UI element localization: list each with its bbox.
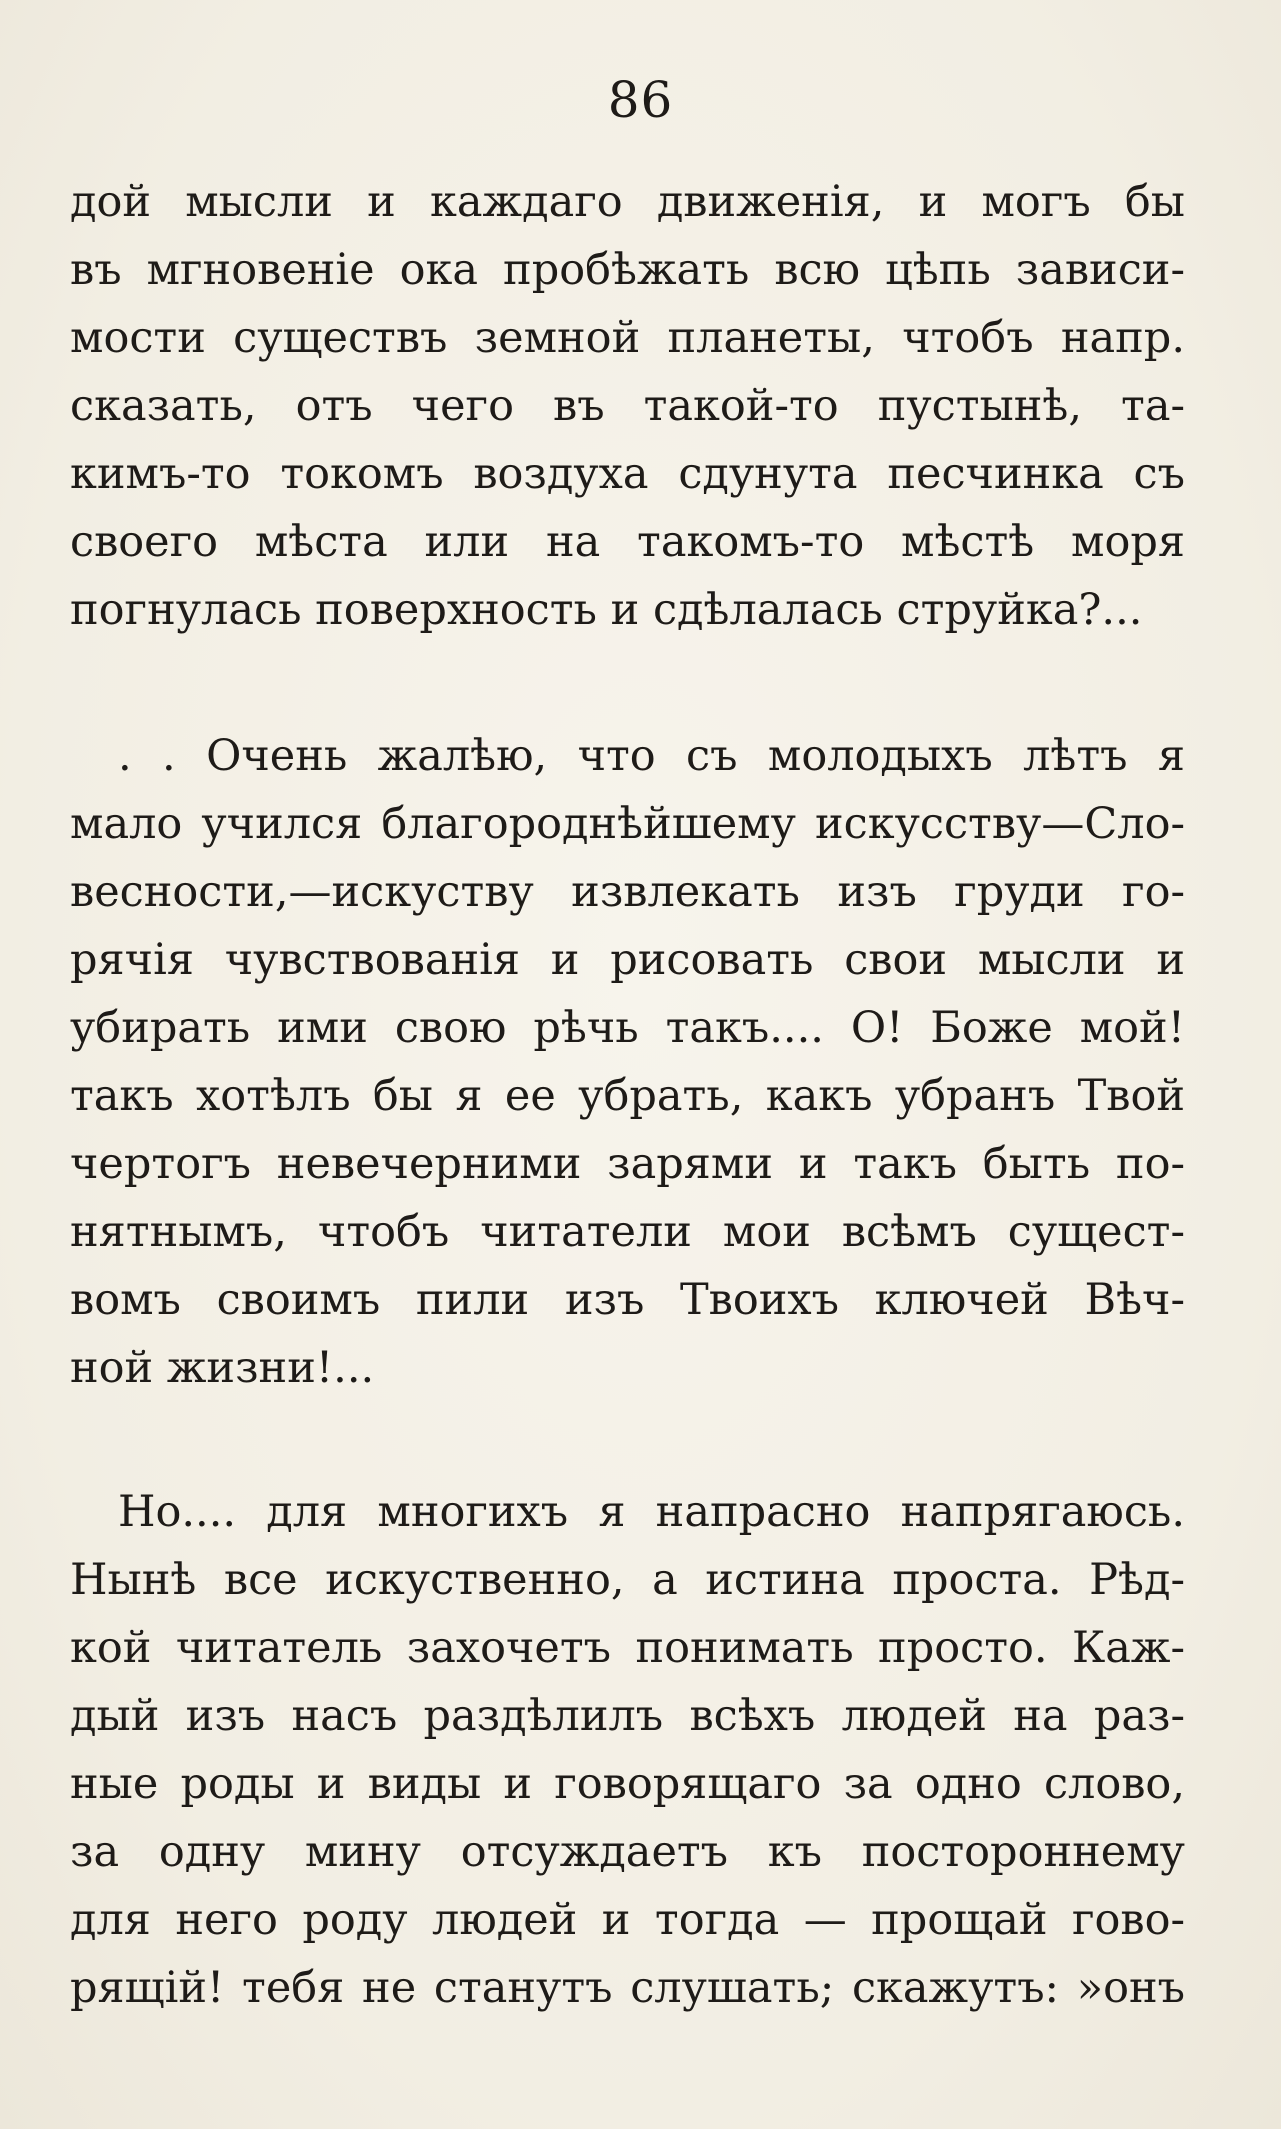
text-line: ные роды и виды и говорящаго за одно слово, — [70, 1759, 1185, 1809]
text-line: рящій! тебя не станутъ слушать; скажутъ: »онъ — [70, 1963, 1185, 2013]
text-line: сказать, отъ чего въ такой-то пустынѣ, та- — [70, 381, 1185, 431]
text-line: для него роду людей и тогда — прощай гово- — [70, 1895, 1185, 1945]
text-line: весности,—искуству извлекать изъ груди го- — [70, 867, 1185, 917]
text-line: мало учился благороднѣйшему искусству—Сло- — [70, 799, 1185, 849]
text-line: такъ хотѣлъ бы я ее убрать, какъ убранъ Твой — [70, 1071, 1185, 1121]
text-line: своего мѣста или на такомъ-то мѣстѣ моря — [70, 517, 1185, 567]
text-line: мости существъ земной планеты, чтобъ напр. — [70, 313, 1185, 363]
text-line: убирать ими свою рѣчь такъ.... О! Боже мой! — [70, 1003, 1185, 1053]
text-line: кимъ-то токомъ воздуха сдунута песчинка съ — [70, 449, 1185, 499]
text-line: Но.... для многихъ я напрасно напрягаюсь. — [118, 1487, 1185, 1537]
page-number: 86 — [607, 71, 674, 129]
text-line: нятнымъ, чтобъ читатели мои всѣмъ сущест- — [70, 1207, 1185, 1257]
text-line: Нынѣ все искуственно, а истина проста. Рѣд- — [70, 1555, 1185, 1605]
text-line: кой читатель захочетъ понимать просто. Каж- — [70, 1623, 1185, 1673]
text-line: за одну мину отсуждаетъ къ постороннему — [70, 1827, 1185, 1877]
text-line: вомъ своимъ пили изъ Твоихъ ключей Вѣч- — [70, 1275, 1185, 1325]
text-line: погнулась поверхность и сдѣлалась струйка?... — [70, 585, 1143, 635]
text-line: . . Очень жалѣю, что съ молодыхъ лѣтъ я — [118, 731, 1185, 781]
text-line: ной жизни!... — [70, 1343, 375, 1393]
text-line: дый изъ насъ раздѣлилъ всѣхъ людей на раз- — [70, 1691, 1185, 1741]
text-line: чертогъ невечерними зарями и такъ быть по- — [70, 1139, 1185, 1189]
text-line: рячія чувствованія и рисовать свои мысли и — [70, 935, 1185, 985]
text-line: въ мгновеніе ока пробѣжать всю цѣпь зависи- — [70, 245, 1185, 295]
text-line: дой мысли и каждаго движенія, и могъ бы — [70, 177, 1185, 227]
